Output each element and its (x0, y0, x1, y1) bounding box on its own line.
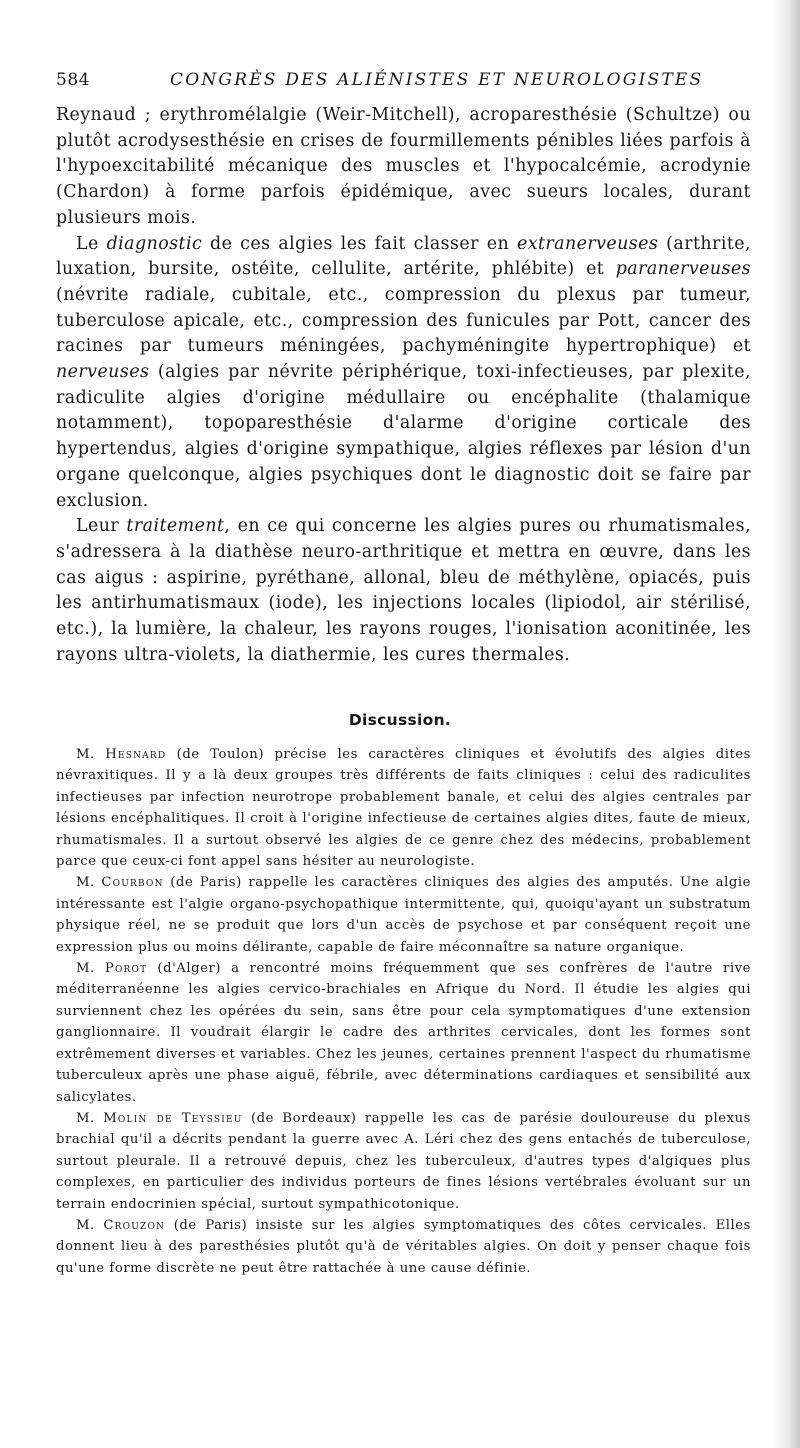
speaker-prefix: M. (76, 1110, 104, 1126)
speaker-name: Courbon (101, 875, 164, 891)
discussion-text: (de Paris) rappelle les caractères cliniques des algies des amputés. Une algie intéressante est l'algie organo-psychopathique intermittente, qui, quoiqu'ayant un substratum physique réel, ne se produit que lors d'un accès de psychose et par conséquent reçoit une expression plus ou moins délirante, capable de faire méconnaître sa nature organique. (56, 875, 751, 955)
italic-term: traitement (126, 516, 225, 537)
discussion-entry (56, 1215, 751, 1279)
speaker-prefix: M. (76, 875, 102, 891)
discussion-text: (de Toulon) précise les caractères cliniques et évolutifs des algies dites névraxitiques. Il y a là deux groupes très différents de faits cliniques : celui des radiculites infectieuses par infection neurotrope probablement banale, et celui des algies centrales par lésions encéphalitiques. Il croit à l'origine infectieuse de certaines algies dites, faute de mieux, rhumatismales. Il a surtout observé les algies de ce genre chez des médecins, probablement parce que ceux-ci font appel sans hésiter au neurologiste. (56, 747, 751, 870)
page-number: 584 (56, 70, 90, 90)
italic-term: extranerveuses (516, 233, 659, 254)
text-run: (algies par névrite périphérique, toxi-infectieuses, par plexite, radiculite algies d'origine médullaire ou encéphalite (thalamique notamment), topoparesthésie d'alarme d'origine corticale des hypertendus, algies d'origine sympathique, algies réflexes par lésion d'un organe quelconque, algies psychiques dont le diagnostic doit se faire par exclusion. (56, 362, 751, 511)
italic-term: nerveuses (56, 362, 150, 383)
speaker-prefix: M. (76, 1217, 104, 1233)
discussion-heading: Discussion. (348, 711, 452, 729)
italic-term: diagnostic (106, 233, 203, 254)
speaker-name: Molin de Teyssieu (103, 1110, 243, 1126)
paragraph-text: Reynaud ; erythromélalgie (Weir-Mitchell), acroparesthésie (Schultze) ou plutôt acrodysesthésie en crises de fourmillements pénibles liées parfois à l'hypoexcitabilité mécanique des muscles et l'hypocalcémie, acrodynie (Chardon) à forme parfois épidémique, avec sueurs locales, durant plusieurs mois. (56, 105, 751, 228)
speaker-prefix: M. (76, 747, 106, 762)
discussion-entry (56, 1108, 751, 1215)
speaker-name: Hesnard (105, 747, 167, 762)
text-run: (arthrite, luxation, bursite, ostéite, cellulite, artérite, phlébite) et (56, 233, 751, 280)
main-body (56, 103, 751, 668)
speaker-prefix: M. (76, 961, 105, 977)
paragraph-diagnostic (56, 232, 751, 515)
discussion-entry (56, 744, 751, 872)
discussion-text: (de Bordeaux) rappelle les cas de parésie douloureuse du plexus brachial qu'il a décrits pendant la guerre avec A. Léri chez des gens entachés de tuberculose, surtout pleurale. Il a retrouvé depuis, chez les tuberculeux, d'autres types d'algiques plus complexes, en particulier des individus porteurs de fines lésions vertébrales évoluant sur un terrain endocrinien spécial, surtout sympathicotonique. (56, 1110, 751, 1212)
discussion-entry (56, 958, 751, 1108)
text-run: (névrite radiale, cubitale, etc., compression du plexus par tumeur, tuberculose apicale, etc., compression des funicules par Pott, cancer des racines par tumeurs méningées, pachyméningite hypertrophique) et (56, 284, 751, 357)
page-header (56, 70, 756, 94)
discussion-text: (d'Alger) a rencontré moins fréquemment que ses confrères de l'autre rive méditerranéenne les algies cervico-brachiales en Afrique du Nord. Il étudie les algies qui surviennent chez les opérées du sein, sans être pour cela symptomatiques d'une extension ganglionnaire. Il voudrait élargir le cadre des arthrites cervicales, dont les formes sont extrêmement diverses et variables. Chez les jeunes, certaines prennent l'aspect du rhumatisme tuberculeux après une phase aiguë, fébrile, avec déterminations cardiaques et sensibilité aux salicylates. (56, 961, 751, 1105)
discussion-section (56, 744, 751, 1279)
paragraph-symptoms (56, 103, 751, 232)
italic-term: paranerveuses (615, 259, 751, 280)
text-run: de ces algies les fait classer en (202, 233, 517, 254)
speaker-name: Porot (104, 961, 148, 977)
text-run: , en ce qui concerne les algies pures ou rhumatismales, s'adressera à la diathèse neuro-arthritique et mettra en œuvre, dans les cas aigus : aspirine, pyréthane, allonal, bleu de méthylène, opiacés, puis les antirhumatismaux (iode), les injections locales (lipiodol, air stérilisé, etc.), la lumière, la chaleur, les rayons rouges, l'ionisation aconitinée, les rayons ultra-violets, la diathermie, les cures thermales. (56, 516, 751, 665)
text-run: Le (76, 233, 107, 254)
speaker-name: Crouzon (103, 1217, 166, 1233)
running-title: CONGRÈS DES ALIÉNISTES ET NEUROLOGISTES (170, 70, 704, 90)
text-run: Leur (76, 516, 127, 537)
discussion-entry (56, 872, 751, 958)
discussion-text: (de Paris) insiste sur les algies symptomatiques des côtes cervicales. Elles donnent lieu à des paresthésies plutôt qu'à de véritables algies. On doit y penser chaque fois qu'une forme discrète ne peut être rattachée à une cause définie. (56, 1217, 751, 1276)
paragraph-treatment (56, 514, 751, 668)
